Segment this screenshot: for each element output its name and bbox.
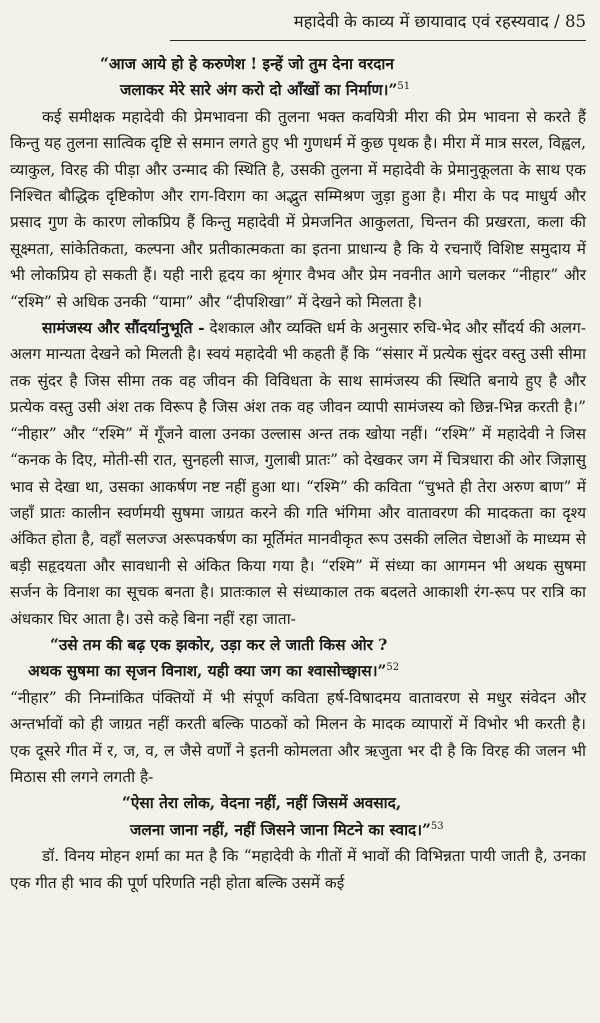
paragraph: “नीहार” की निम्नांकित पंक्तियों में भी संपूर्ण कविता हर्ष-विषादमय वातावरण से मधुर संवेदन और अन्तर्भावों को ही जाग्रत नहीं करती बल्कि पाठकों को मिलन के मादक व्यापारों में विभोर भी करती है। एक दूसरे गीत में र, ज, व, ल जैसे वर्णों ने इतनी कोमलता और ऋजुता भर दी है कि विरह की जलन भी मिठास सी लगने लगती है-: [10, 688, 586, 786]
poem-quote-line: जलना जाना नहीं, नहीं जिसने जाना मिटने का स्वाद।”$^{53}$: [130, 820, 444, 839]
poem-quote-line: जलाकर मेरे सारे अंग करो दो आँखों का निर्माण।”$^{51}$: [120, 81, 411, 100]
paragraph: कई समीक्षक महादेवी की प्रेमभावना की तुलना भक्त कवयित्री मीरा की प्रेम भावना से करते हैं किन्तु यह तुलना सात्विक दृष्टि से समान लगते हुए भी गुणधर्म में कुछ पृथक है। मीरा में मात्र सरल, विह्वल, व्याकुल, विरह की पीड़ा और उन्माद की स्थिति है, उसकी तुलना में महादेवी के प्रेमानुकूलता के साथ एक निश्चित बौद्धिक दृष्टिकोण और राग-विराग का अद्भुत सम्मिश्रण जुड़ा हुआ है। मीरा के पद माधुर्य और प्रसाद गुण के कारण लोकप्रिय हैं किन्तु महादेवी में प्रेमजनित आकुलता, चिन्तन की प्रखरता, कला की सूक्ष्मता, सांकेतिकता, कल्पना और प्रतीकात्मकता का इतना प्राधान्य है कि ये रचनाएँ विशिष्ट समुदाय में भी लोकप्रिय हो सकती हैं। यही नारी हृदय का श्रृंगार वैभव और प्रेम नवनीत आगे चलकर “नीहार” और “रश्मि” से अधिक उनकी “यामा” और “दीपशिखा” में देखने को मिलता है।: [10, 107, 586, 311]
section-heading: सामंजस्य और सौंदर्यानुभूति -: [42, 319, 205, 338]
poem-quote-line: “ऐसा तेरा लोक, वेदना नहीं, नहीं जिसमें अवसाद,: [122, 794, 402, 813]
footnote-ref: 53: [430, 820, 444, 832]
poem-quote-line: “उसे तम की बढ़ एक झकोर, उड़ा कर ले जाती किस ओर ?: [50, 635, 388, 654]
poem-quote-line: “आज आये हो हे करुणेश ! इन्हें जो तुम देना वरदान: [100, 55, 394, 73]
footnote-ref: 51: [397, 81, 411, 93]
paragraph: सामंजस्य और सौंदर्यानुभूति - देशकाल और व्यक्ति धर्म के अनुसार रुचि-भेद और सौंदर्य की अलग-अलग मान्यता देखने को मिलती है। स्वयं महादेवी भी कहती हैं कि “संसार में प्रत्येक सुंदर वस्तु उसी सीमा तक सुंदर है जिस सीमा तक वह जीवन की विविधता के साथ सामंजस्य की स्थिति बनाये हुए है और प्रत्येक वस्तु उसी अंश तक विरूप है जिस अंश तक वह जीवन व्यापी सामंजस्य को छिन्न-भिन्न करती है।” “नीहार” और “रश्मि” में गूँजने वाला उनका उल्लास अन्त तक खोया नहीं। “रश्मि” में महादेवी ने जिस “कनक के दिए, मोती-सी रात, सुनहली साज, गुलाबी प्रातः” को देखकर जग में चित्रधारा की ओर जिज्ञासु भाव से देखा था, उसका आकर्षण नष्ट नहीं हुआ था। “रश्मि” की कविता “चुभते ही तेरा अरुण बाण” में जहाँ प्रातः कालीन स्वर्णमयी सुषमा जाग्रत करने की गति भंगिमा और वातावरण की मादकता का दृश्य अंकित होता है, वहाँ सलज्ज अरूपकर्षण का मूर्तिमंत मानवीकृत रूप उसकी ललित चेष्टाओं के माध्यम से बड़ी सहृदयता और सावधानी से अंकित किया गया है। “रश्मि” में संध्या का आगमन भी अथक सुषमा सर्जन के विनाश का सूचक बनता है। प्रातःकाल से संध्याकाल तक बदलते आकाशी रंग-रूप पर रात्रि का अंधकार घिर आता है। उसे कहे बिना नहीं रहा जाता-: [10, 319, 586, 628]
page-body: [10, 51, 586, 896]
poem-quote-line: अथक सुषमा का सृजन विनाश, यही क्या जग का श्वासोच्छ्वास।”$^{52}$: [28, 662, 400, 681]
paragraph: डॉ. विनय मोहन शर्मा का मत है कि “महादेवी के गीतों में भावों की विभिन्नता पायी जाती है, उनका एक गीत ही भाव की पूर्ण परिणति नही होता बल्कि उसमें कई: [10, 847, 586, 892]
footnote-ref: 52: [386, 662, 400, 674]
running-header: महादेवी के काव्य में छायावाद एवं रहस्यवाद / 85: [170, 10, 586, 41]
